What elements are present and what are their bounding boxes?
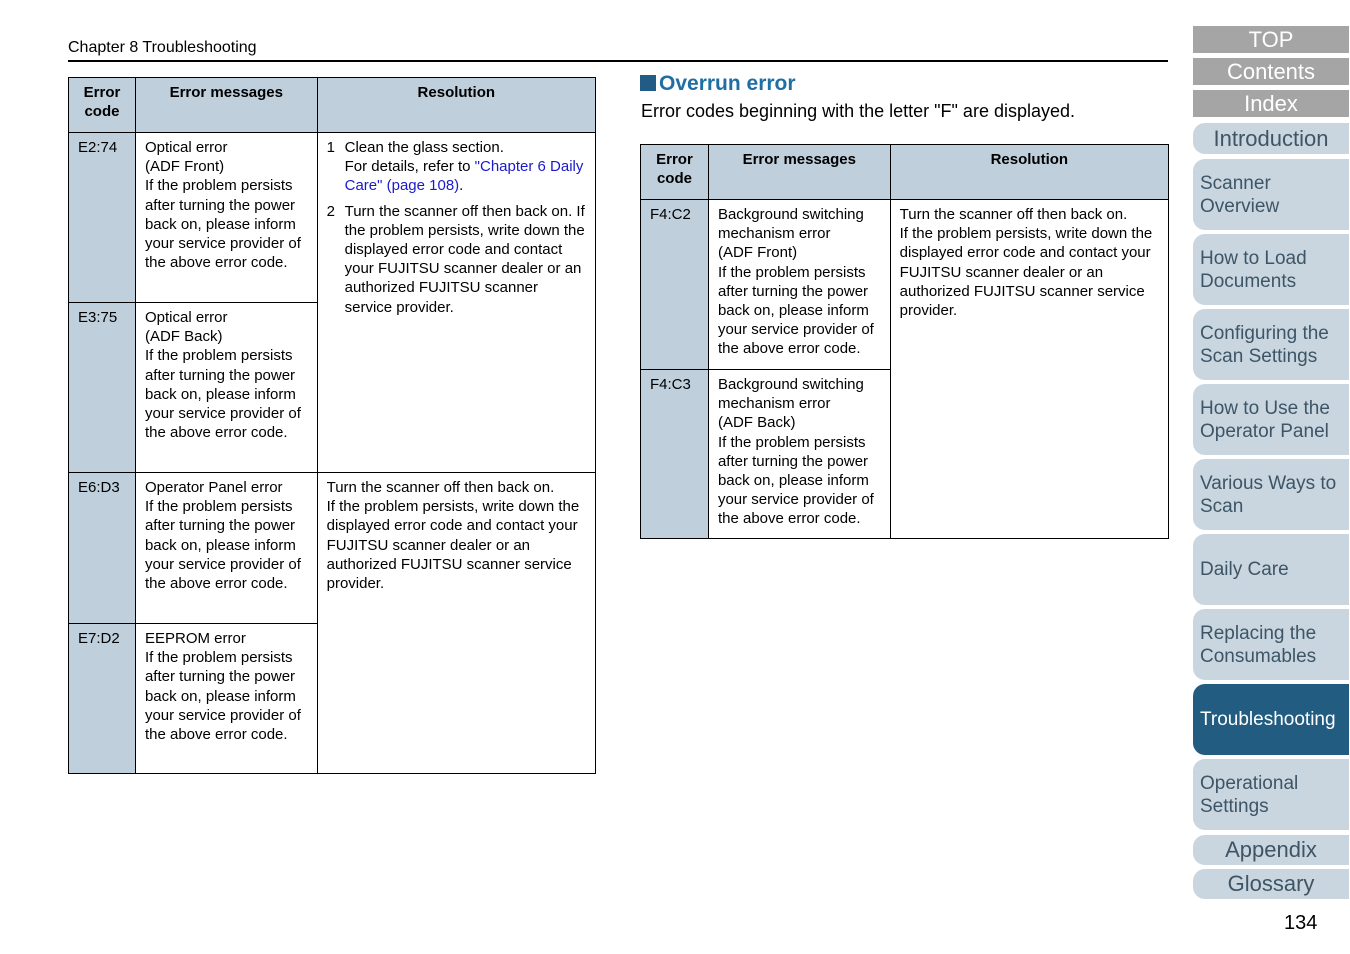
resolution-cell: Turn the scanner off then back on. If the problem persists, write down the displayed error code and contact your FUJITSU scanner dealer or an authorized FUJITSU scanner service provider. — [317, 473, 595, 774]
nav-chapter-label: Troubleshooting — [1200, 709, 1336, 730]
step-number: 2 — [326, 202, 335, 220]
nav-chapter-label: How to Load Documents — [1200, 247, 1307, 292]
chapter-6-link[interactable]: "Chapter 6 Daily Care" (page 108) — [344, 158, 584, 195]
step-suffix: . — [459, 177, 464, 195]
resolution-cell: Turn the scanner off then back on. If the problem persists, write down the displayed error code and contact your FUJITSU scanner dealer or an authorized FUJITSU scanner service provider. — [890, 200, 1168, 539]
error-message-cell: Background switching mechanism error (ADF Front) If the problem persists after turning the power back on, please inform your service provider of the above error code. — [708, 200, 890, 370]
nav-introduction-tab[interactable] — [1193, 123, 1349, 154]
header-error-messages: Error messages — [708, 145, 890, 200]
section-title-text: Overrun error — [659, 72, 796, 95]
header-resolution: Resolution — [890, 145, 1168, 200]
nav-chapter-label: Daily Care — [1200, 559, 1289, 580]
section-description: Error codes beginning with the letter "F" are displayed. — [641, 101, 1076, 121]
nav-chapter-operator-panel[interactable] — [1193, 384, 1349, 455]
nav-index-button[interactable] — [1193, 90, 1349, 117]
square-bullet-icon — [640, 75, 656, 91]
nav-chapter-label: Various Ways to Scan — [1200, 472, 1337, 517]
nav-chapter-daily-care[interactable] — [1193, 534, 1349, 605]
nav-introduction-label: Introduction — [1213, 125, 1329, 151]
error-message-cell: EEPROM error If the problem persists after turning the power back on, please inform your service provider of the above error code. — [135, 624, 317, 774]
nav-chapter-ways-to-scan[interactable] — [1193, 459, 1349, 530]
nav-appendix-tab[interactable] — [1193, 835, 1349, 865]
header-error-messages: Error messages — [135, 78, 317, 133]
error-code-cell: E6:D3 — [69, 473, 136, 624]
error-message-cell: Optical error (ADF Back) If the problem persists after turning the power back on, please inform your service provider of the above error code. — [135, 303, 317, 473]
error-code-cell: F4:C3 — [641, 370, 709, 539]
resolution-step-2 — [327, 202, 589, 317]
nav-glossary-label: Glossary — [1227, 871, 1315, 896]
step-number: 1 — [326, 139, 335, 156]
table-row — [69, 473, 596, 624]
nav-chapter-troubleshooting[interactable] — [1193, 684, 1349, 755]
resolution-cell — [317, 133, 595, 473]
page-number: 134 — [1284, 912, 1318, 934]
error-table-f — [640, 144, 1169, 539]
nav-chapter-load-documents[interactable] — [1193, 234, 1349, 305]
header-rule — [68, 60, 1168, 62]
nav-contents-label: Contents — [1226, 58, 1316, 84]
step-text: Turn the scanner off then back on. If the problem persists, write down the displayed error code and contact your FUJITSU scanner dealer or an authorized FUJITSU scanner service provider. — [344, 202, 585, 316]
nav-appendix-label: Appendix — [1225, 837, 1317, 862]
step-detail-prefix: For details, refer to — [344, 158, 475, 176]
error-message-cell: Background switching mechanism error (ADF Back) If the problem persists after turning the power back on, please inform your service provider of the above error code. — [708, 370, 890, 539]
error-message-cell: Operator Panel error If the problem persists after turning the power back on, please inform your service provider of the above error code. — [135, 473, 317, 624]
nav-chapter-label: Replacing the Consumables — [1200, 622, 1317, 667]
nav-chapter-scan-settings[interactable] — [1193, 309, 1349, 380]
header-resolution: Resolution — [317, 78, 595, 133]
nav-chapter-consumables[interactable] — [1193, 609, 1349, 680]
error-code-cell: F4:C2 — [641, 200, 709, 370]
section-title — [640, 72, 796, 96]
error-table-e — [68, 77, 596, 774]
table-row — [641, 200, 1169, 370]
error-code-cell: E7:D2 — [69, 624, 136, 774]
nav-chapter-label: Configuring the Scan Settings — [1200, 322, 1329, 367]
error-code-cell: E3:75 — [69, 303, 136, 473]
nav-chapter-label: Scanner Overview — [1200, 172, 1280, 217]
chapter-header: Chapter 8 Troubleshooting — [68, 39, 257, 56]
error-code-cell: E2:74 — [69, 133, 136, 303]
resolution-step-1 — [327, 138, 589, 196]
nav-chapter-scanner-overview[interactable] — [1193, 159, 1349, 230]
nav-chapter-operational-settings[interactable] — [1193, 759, 1349, 830]
table-row — [69, 133, 596, 303]
nav-index-label: Index — [1244, 90, 1298, 116]
header-error-code: Error code — [69, 78, 136, 133]
nav-contents-button[interactable] — [1193, 58, 1349, 85]
nav-glossary-tab[interactable] — [1193, 869, 1349, 899]
error-message-cell: Optical error (ADF Front) If the problem persists after turning the power back on, please inform your service provider of the above error code. — [135, 133, 317, 303]
header-error-code: Error code — [641, 145, 709, 200]
nav-top-button[interactable] — [1193, 26, 1349, 53]
nav-chapter-label: Operational Settings — [1200, 772, 1299, 817]
nav-chapter-label: How to Use the Operator Panel — [1200, 397, 1330, 442]
step-text: Clean the glass section. — [344, 139, 504, 156]
nav-top-label: TOP — [1248, 26, 1294, 52]
